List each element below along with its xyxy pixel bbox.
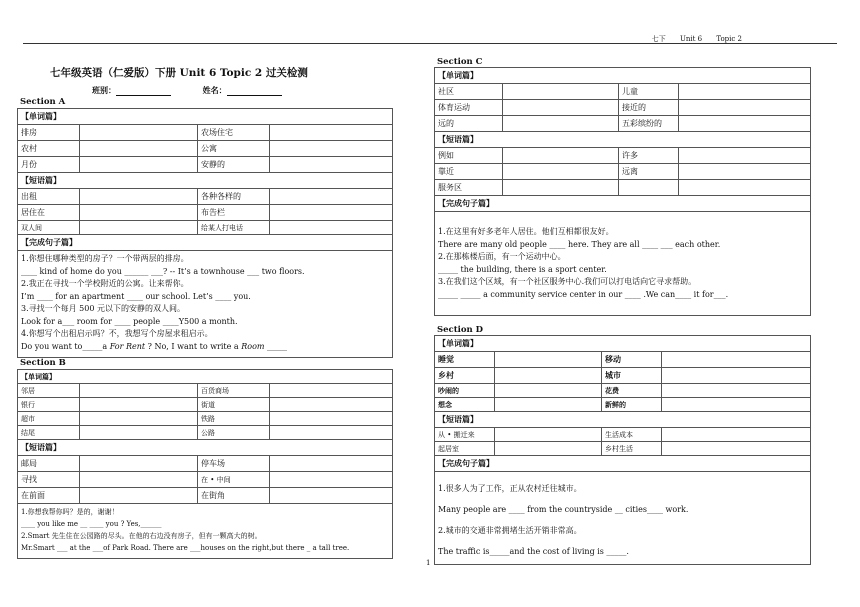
section-c-table (434, 67, 811, 316)
table-row: 月份 安静的 (18, 157, 393, 173)
page-header (23, 34, 837, 44)
name-blank[interactable] (227, 87, 282, 96)
section-a-phrases-header: 【短语篇】 (18, 173, 393, 189)
table-row: 乡村 城市 (435, 368, 811, 384)
section-c-sentences-header: 【完成句子篇】 (435, 196, 811, 212)
table-row: 在前面 在街角 (18, 488, 393, 504)
table-row: 结尾 公路 (18, 426, 393, 440)
section-a-table (17, 108, 393, 358)
section-c-sentences: 1.在这里有好多老年人居住。他们互相都很友好。 There are many old people ____ here. They are all ____ ___ each other. 2.在那栋楼后面，有一个运动中心。 _____ the building, there is a sport center. 3.在我们这个区域，有一个社区服务中心.我们可以打电话向它寻求帮助。 _____ _____ a community service center in our ____ .We can____ it for___. (435, 212, 811, 316)
class-blank[interactable] (116, 87, 171, 96)
page-title: 七年级英语（仁爱版）下册 Unit 6 Topic 2 过关检测 (50, 67, 308, 79)
section-c-label: Section C (437, 57, 483, 67)
section-b-table (17, 369, 393, 559)
table-row: 例如 许多 (435, 148, 811, 164)
table-row: 靠近 远离 (435, 164, 811, 180)
table-row: 起居室 乡村生活 (435, 442, 811, 456)
section-b-sentences: 1.你想我帮你吗？是的，谢谢！ ____ you like me __ ____ you ? Yes,______ 2.Smart 先生住在公园路的尽头。在他的右边没有房子，但有一颗高大的树。 Mr.Smart ___ at the ___of Park Road. There are ___houses on the right,but there _ a tall tree. (18, 504, 393, 559)
section-b-words-header: 【单词篇】 (18, 370, 393, 384)
section-d-sentences: 1.很多人为了工作，正从农村迁往城市。 Many people are ____ from the countryside __ cities____ work. 2.城市的交通非常拥堵生活开销非常高。 The traffic is_____and the cost of living is _____. (435, 472, 811, 565)
table-row: 想念 新鲜的 (435, 398, 811, 412)
header-topic: Topic 2 (716, 35, 742, 43)
section-c-words-header: 【单词篇】 (435, 68, 811, 84)
header-grade: 七下 (651, 35, 666, 43)
section-b-phrases-header: 【短语篇】 (18, 440, 393, 456)
table-row: 农村 公寓 (18, 141, 393, 157)
section-c-phrases-header: 【短语篇】 (435, 132, 811, 148)
table-row: 远的 五彩缤纷的 (435, 116, 811, 132)
table-row: 体育运动 接近的 (435, 100, 811, 116)
table-row: 从 • 搬迁来 生活成本 (435, 428, 811, 442)
table-row: 邮局 停车场 (18, 456, 393, 472)
table-row: 银行 街道 (18, 398, 393, 412)
table-row: 出租 各种各样的 (18, 189, 393, 205)
student-info (92, 85, 282, 96)
table-row: 服务区 (435, 180, 811, 196)
section-d-words-header: 【单词篇】 (435, 336, 811, 352)
table-row: 社区 儿童 (435, 84, 811, 100)
table-row: 居住在 布告栏 (18, 205, 393, 221)
section-d-label: Section D (437, 325, 484, 335)
section-b-label: Section B (20, 358, 66, 368)
name-label: 姓名： (202, 85, 227, 95)
section-d-sentences-header: 【完成句子篇】 (435, 456, 811, 472)
header-unit: Unit 6 (679, 35, 703, 43)
table-row: 超市 铁路 (18, 412, 393, 426)
table-row: 睡觉 移动 (435, 352, 811, 368)
section-a-label: Section A (20, 97, 66, 107)
table-row: 寻找 在 • 中间 (18, 472, 393, 488)
section-a-words-header: 【单词篇】 (18, 109, 393, 125)
page-number: 1 (426, 559, 431, 567)
section-d-table (434, 335, 811, 565)
section-a-sentences: 1.你想住哪种类型的房子？一个带两层的排房。 ____ kind of home do you ______ ___? -- It’s a townhouse ___ two floors. 2.我正在寻找一个学校附近的公寓。让来帮你。 I’m ____ for an apartment ____ our school. Let’s ____ you. 3.寻找一个每月 500 元以下的安静的双人间。 Look for a___ room for ____ people ____Y500 a month. 4.你想写个出租启示吗？不，我想写个房屋求租启示。 Do you want to_____a For Rent ? No, I want to write a Room _____ (18, 251, 393, 358)
section-a-sentences-header: 【完成句子篇】 (18, 235, 393, 251)
table-row: 排房 农场住宅 (18, 125, 393, 141)
section-d-phrases-header: 【短语篇】 (435, 412, 811, 428)
table-row: 双人间 给某人打电话 (18, 221, 393, 235)
class-label: 班别： (92, 85, 116, 95)
table-row: 邻居 百货商场 (18, 384, 393, 398)
table-row: 吵闹的 花费 (435, 384, 811, 398)
